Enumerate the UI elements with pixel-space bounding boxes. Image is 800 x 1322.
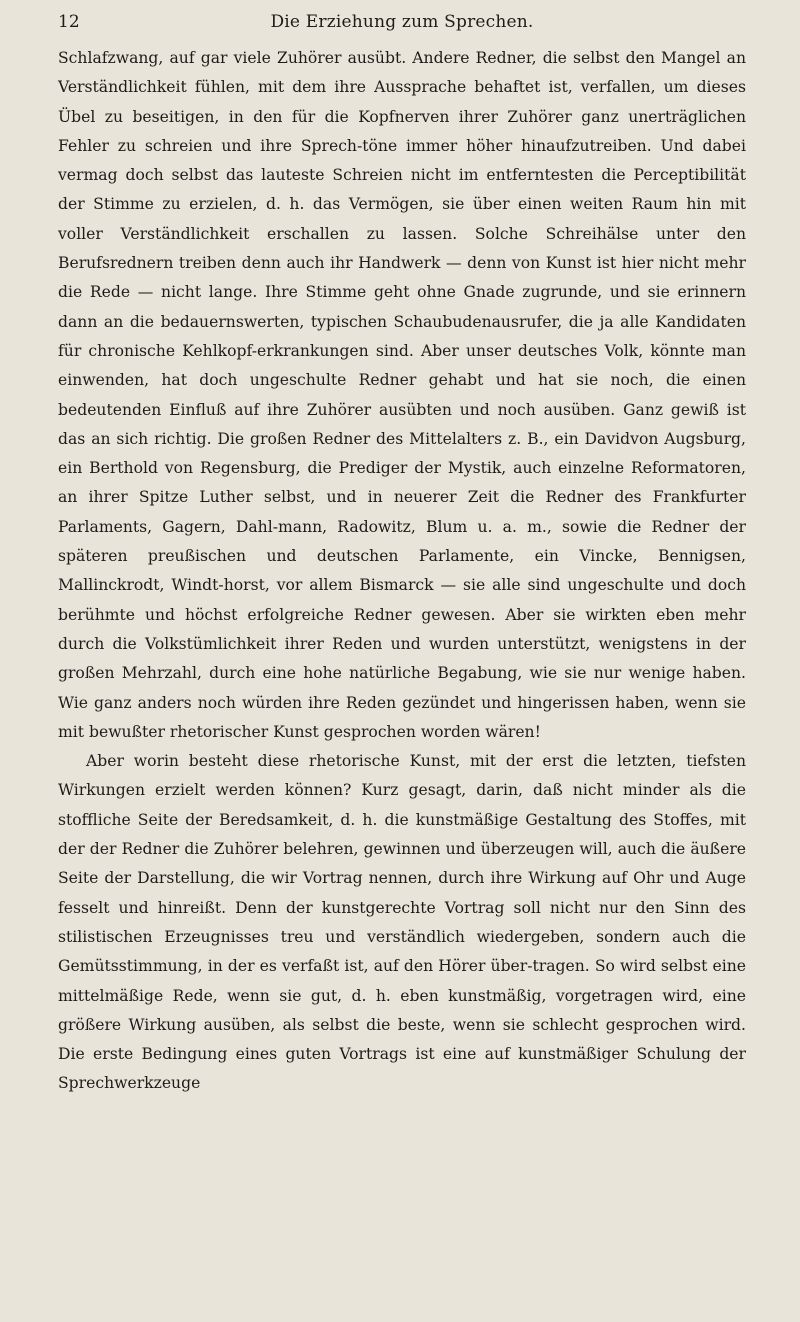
page-number: 12 — [58, 12, 80, 32]
body-text — [58, 44, 746, 1099]
paragraph-2: Aber worin besteht diese rhetorische Kunst, mit der erst die letzten, tiefsten Wirkungen erzielt werden können? Kurz gesagt, darin, daß nicht minder als die stoffliche Seite der Beredsamkeit, d. h. die kunstmäßige Gestaltung des Stoffes, mit der der Redner die Zuhörer belehren, gewinnen und überzeugen will, auch die äußere Seite der Darstellung, die wir Vortrag nennen, durch ihre Wirkung auf Ohr und Auge fesselt und hinreißt. Denn der kunstgerechte Vortrag soll nicht nur den Sinn des stilistischen Erzeugnisses treu und verständlich wiedergeben, sondern auch die Gemütsstimmung, in der es verfaßt ist, auf den Hörer über-tragen. So wird selbst eine mittelmäßige Rede, wenn sie gut, d. h. eben kunstmäßig, vorgetragen wird, eine größere Wirkung ausüben, als selbst die beste, wenn sie schlecht gesprochen wird. Die erste Bedingung eines guten Vortrags ist eine auf kunstmäßiger Schulung der Sprechwerkzeuge — [58, 752, 746, 1093]
page-header — [58, 10, 746, 34]
running-head: Die Erziehung zum Sprechen. — [270, 12, 534, 32]
paragraph-1: Schlafzwang, auf gar viele Zuhörer ausübt. Andere Redner, die selbst den Mangel an Verständlichkeit fühlen, mit dem ihre Aussprache behaftet ist, verfallen, um dieses Übel zu beseitigen, in den für die Kopfnerven ihrer Zuhörer ganz unerträglichen Fehler zu schreien und ihre Sprech-töne immer höher hinaufzutreiben. Und dabei vermag doch selbst das lauteste Schreien nicht im entferntesten die Perceptibilität der Stimme zu erzielen, d. h. das Vermögen, sie über einen weiten Raum hin mit voller Verständlichkeit erschallen zu lassen. Solche Schreihälse unter den Berufsrednern treiben denn auch ihr Handwerk — denn von Kunst ist hier nicht mehr die Rede — nicht lange. Ihre Stimme geht ohne Gnade zugrunde, und sie erinnern dann an die bedauernswerten, typischen Schaubudenausrufer, die ja alle Kandidaten für chronische Kehlkopf-erkrankungen sind. Aber unser deutsches Volk, könnte man einwenden, hat doch ungeschulte Redner gehabt und hat sie noch, die einen bedeutenden Einfluß auf ihre Zuhörer ausübten und noch ausüben. Ganz gewiß ist das an sich richtig. Die großen Redner des Mittelalters z. B., ein Davidvon Augsburg, ein Berthold von Regensburg, die Prediger der Mystik, auch einzelne Reformatoren, an ihrer Spitze Luther selbst, und in neuerer Zeit die Redner des Frankfurter Parlaments, Gagern, Dahl-mann, Radowitz, Blum u. a. m., sowie die Redner der späteren preußischen und deutschen Parlamente, ein Vincke, Bennigsen, Mallinckrodt, Windt-horst, vor allem Bismarck — sie alle sind ungeschulte und doch berühmte und höchst erfolgreiche Redner gewesen. Aber sie wirkten eben mehr durch die Volkstümlichkeit ihrer Reden und wurden unterstützt, wenigstens in der großen Mehrzahl, durch eine hohe natürliche Begabung, wie sie nur wenige haben. Wie ganz anders noch würden ihre Reden gezündet und hingerissen haben, wenn sie mit bewußter rhetorischer Kunst gesprochen worden wären! — [58, 49, 746, 741]
